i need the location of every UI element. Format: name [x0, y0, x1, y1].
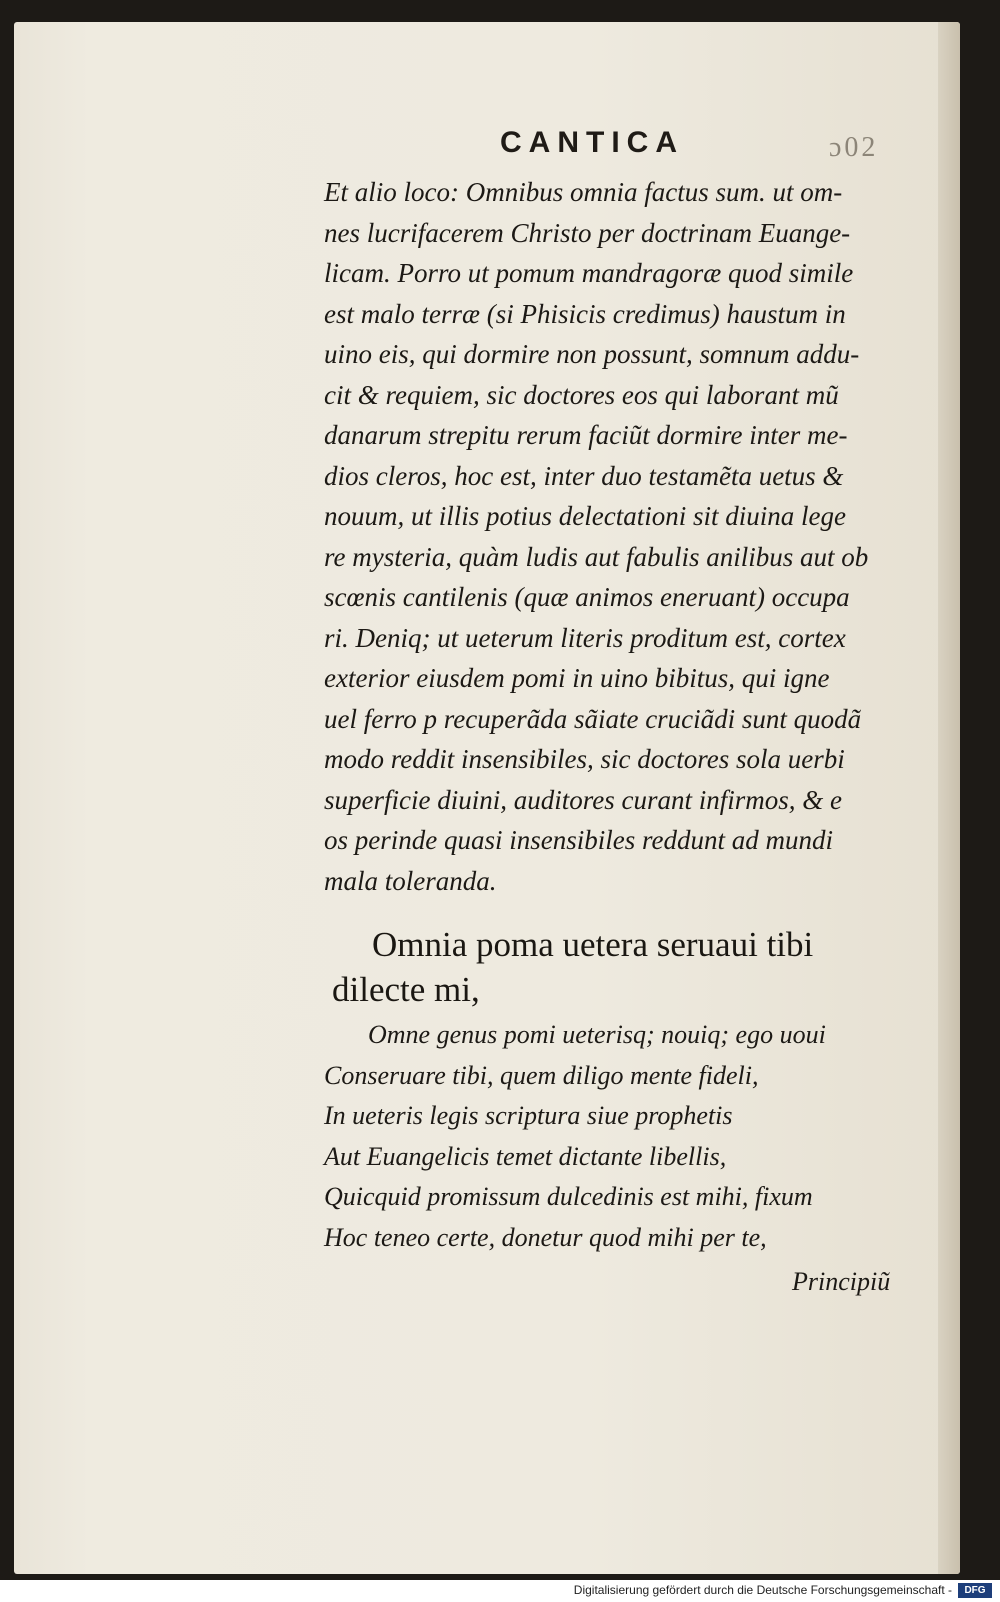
prose_lines-line: nouum, ut illis potius delectationi sit diuina lege	[324, 501, 846, 531]
prose_lines-line: Et alio loco: Omnibus omnia factus sum. ut om-	[324, 177, 843, 207]
prose_lines-line: uel ferro p recuperãda sãiate cruciãdi sunt quodã	[324, 703, 862, 734]
prose_lines-line: re mysteria, quàm ludis aut fabulis anilibus aut ob	[324, 541, 869, 572]
prose_lines-line: ri. Deniq; ut ueterum literis proditum est, cortex	[324, 622, 846, 653]
footer-bar	[0, 1580, 1000, 1602]
prose_lines-line: exterior eiusdem pomi in uino bibitus, qui igne	[324, 663, 830, 693]
funding-credit: Digitalisierung gefördert durch die Deutsche Forschungsgemeinschaft -	[573, 1583, 952, 1597]
prose_lines-line: modo reddit insensibiles, sic doctores sola uerbi	[324, 744, 845, 774]
prose_lines-line: scœnis cantilenis (quæ animos eneruant) occupa	[324, 582, 850, 612]
verse_lines-line: Hoc teneo certe, donetur quod mihi per te,	[324, 1222, 767, 1252]
verse_title-line: dilecte mi,	[332, 970, 480, 1009]
prose_lines-line: dios cleros, hoc est, inter duo testamẽta uetus &	[324, 460, 844, 491]
prose_lines-line: mala toleranda.	[324, 865, 497, 896]
prose_lines-line: est malo terræ (si Phisicis credimus) haustum in	[324, 298, 846, 329]
verse_lines-line: In ueteris legis scriptura siue prophetis	[324, 1101, 733, 1130]
verse-heading	[332, 922, 932, 1012]
running-header: CANTICA	[500, 126, 684, 159]
verse_lines-line: Omne genus pomi ueterisq; nouiq; ego uoui	[368, 1020, 826, 1049]
prose_lines-line: danarum strepitu rerum faciũt dormire inter me-	[324, 420, 848, 450]
verse_title-line: Omnia poma uetera seruaui tibi	[372, 925, 814, 964]
verse-text	[324, 1015, 944, 1258]
verse_lines-line: Conseruare tibi, quem diligo mente fideli,	[324, 1060, 759, 1090]
prose_lines-line: cit & requiem, sic doctores eos qui laborant mũ	[324, 379, 839, 410]
prose_lines-line: nes lucrifacerem Christo per doctrinam Euange-	[324, 217, 851, 248]
dfg-logo: DFG	[958, 1583, 992, 1598]
prose_lines-line: licam. Porro ut pomum mandragoræ quod simile	[324, 258, 854, 288]
verse_lines-line: Quicquid promissum dulcedinis est mihi, fixum	[324, 1182, 813, 1211]
prose_lines-line: superficie diuini, auditores curant infirmos, & e	[324, 784, 842, 815]
prose_lines-line: uino eis, qui dormire non possunt, somnum addu-	[324, 339, 860, 369]
prose_lines-line: os perinde quasi insensibiles reddunt ad mundi	[324, 825, 833, 855]
prose-text	[324, 172, 944, 901]
verse_lines-line: Aut Euangelicis temet dictante libellis,	[324, 1141, 727, 1171]
book-page	[14, 22, 960, 1574]
folio-number: ɔ02	[829, 132, 879, 163]
catchword: Principiũ	[792, 1267, 891, 1296]
